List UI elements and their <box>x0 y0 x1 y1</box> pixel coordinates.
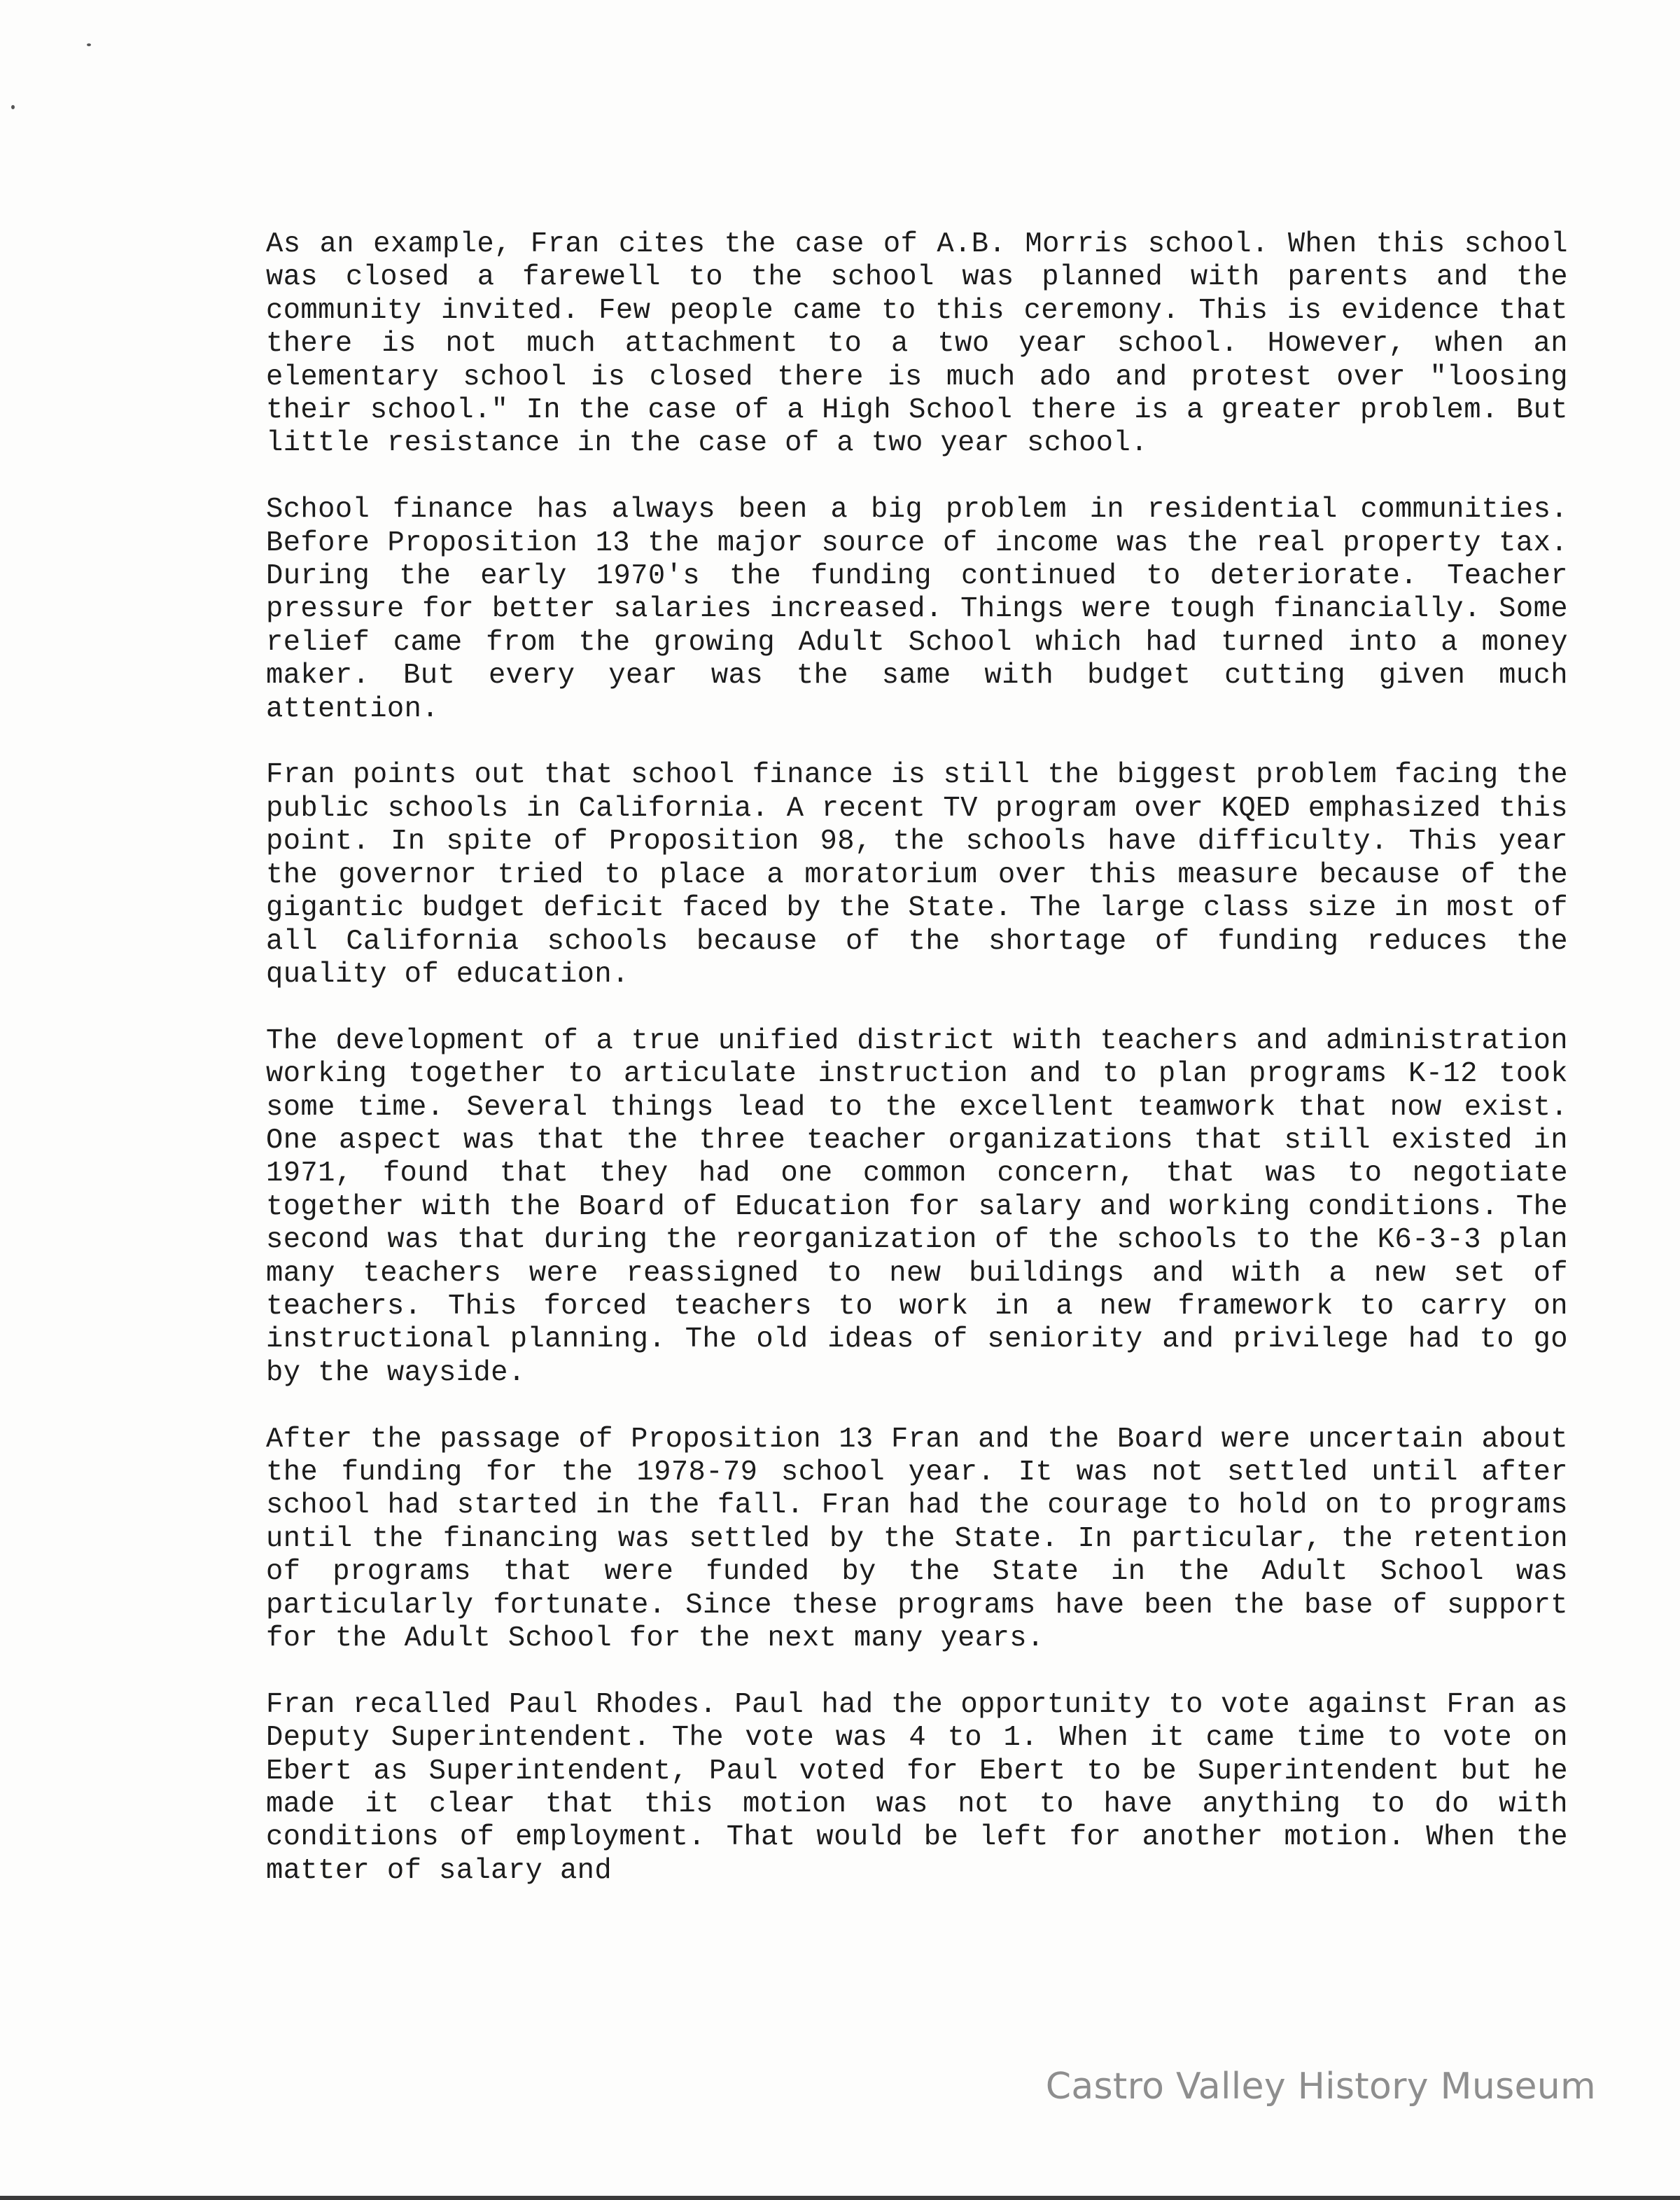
paragraph-california-funding: Fran points out that school finance is still the biggest problem facing the public schools in California. A recent TV program over KQED emphasized this point. In spite of Proposition 98, the schools have difficulty. This year the governor tried to place a moratorium over this measure because of the gigantic budget deficit faced by the State. The large class size in most of all California schools because of the shortage of funding reduces the quality of education. <box>266 759 1568 991</box>
document-body <box>266 228 1568 1921</box>
museum-watermark: Castro Valley History Museum <box>1045 2066 1596 2108</box>
paragraph-paul-rhodes: Fran recalled Paul Rhodes. Paul had the opportunity to vote against Fran as Deputy Superintendent. The vote was 4 to 1. When it came time to vote on Ebert as Superintendent, Paul voted for Ebert to be Superintendent but he made it clear that this motion was not to have anything to do with conditions of employment. That would be left for another motion. When the matter of salary and <box>266 1688 1568 1887</box>
paragraph-school-finance: School finance has always been a big problem in residential communities. Before Proposition 13 the major source of income was the real property tax. During the early 1970's the funding continued to deteriorate. Teacher pressure for better salaries increased. Things were tough financially. Some relief came from the growing Adult School which had turned into a money maker. But every year was the same with budget cutting given much attention. <box>266 494 1568 725</box>
scan-speck <box>11 105 15 109</box>
paragraph-unified-district: The development of a true unified district with teachers and administration working together to articulate instruction and to plan programs K-12 took some time. Several things lead to the excellent teamwork that now exist. One aspect was that the three teacher organizations that still existed in 1971, found that they had one common concern, that was to negotiate together with the Board of Education for salary and working conditions. The second was that during the reorganization of the schools to the K6-3-3 plan many teachers were reassigned to new buildings and with a new set of teachers. This forced teachers to work in a new framework to carry on instructional planning. The old ideas of seniority and privilege had to go by the wayside. <box>266 1024 1568 1389</box>
paragraph-proposition-13: After the passage of Proposition 13 Fran and the Board were uncertain about the funding for the 1978-79 school year. It was not settled until after school had started in the fall. Fran had the courage to hold on to programs until the financing was settled by the State. In particular, the retention of programs that were funded by the State in the Adult School was particularly fortunate. Since these programs have been the base of support for the Adult School for the next many years. <box>266 1423 1568 1655</box>
paragraph-school-closures: As an example, Fran cites the case of A.B. Morris school. When this school was closed a farewell to the school was planned with parents and the community invited. Few people came to this ceremony. This is evidence that there is not much attachment to a two year school. However, when an elementary school is closed there is much ado and protest over "loosing their school." In the case of a High School there is a greater problem. But little resistance in the case of a two year school. <box>266 228 1568 460</box>
scan-bottom-edge <box>0 2196 1680 2200</box>
scan-speck <box>87 43 91 46</box>
